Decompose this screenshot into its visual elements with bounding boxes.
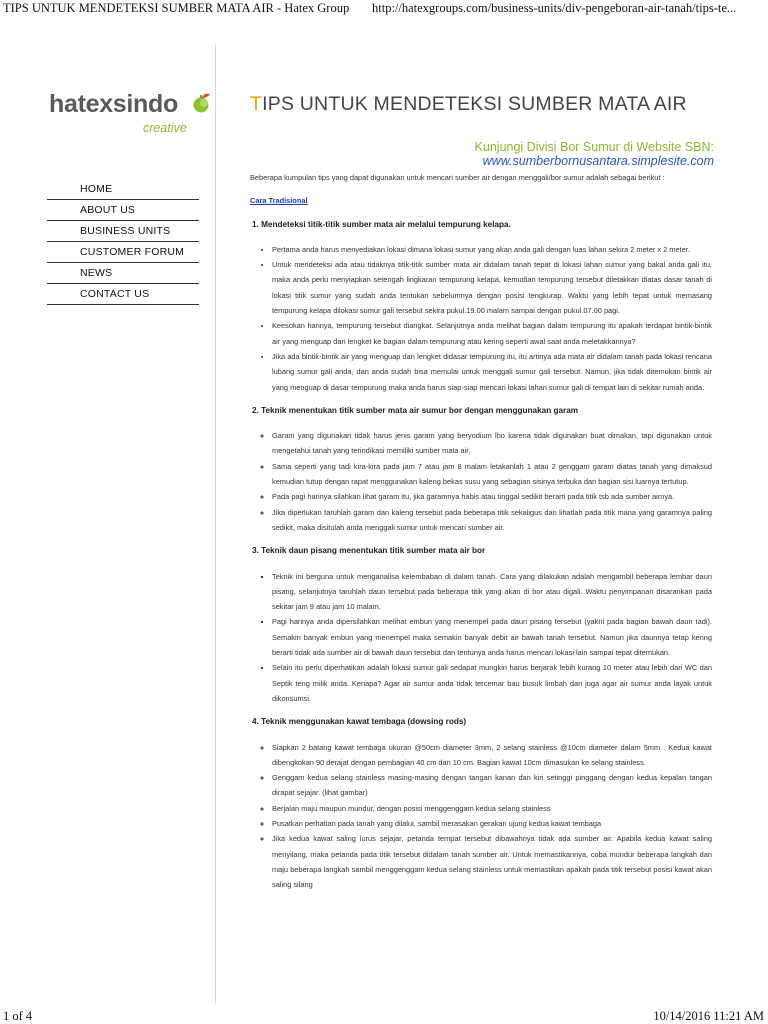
sidebar	[47, 44, 216, 1004]
list-item: ◦ Genggam kedua selang stainless masing-masing dengan tangan kanan dan kiri setinggi pinggang dengan kedua kepalan tangan dirapat sejajar. (lihat gambar)	[272, 770, 712, 801]
section-list	[250, 428, 712, 535]
page-title-rest: IPS UNTUK MENDETEKSI SUMBER MATA AIR	[262, 93, 687, 115]
list-item: ◦ Jika diperlukan taruhlah garam dan kaleng tersebut pada beberapa titik sekaligus dan lihatlah pada titik mana yang garamnya paling sedikit, maka disitulah anda menggali sumur untuk mencari sumber air.	[272, 505, 712, 536]
nav-item-about-us[interactable]: ABOUT US	[47, 200, 199, 221]
section-heading: 2. Teknik menentukan titik sumber mata air sumur bor dengan menggunakan garam	[252, 405, 579, 415]
nav-item-customer-forum[interactable]: CUSTOMER FORUM	[47, 242, 199, 263]
list-item: • Jika ada bintik-bintik air yang menguap dan lengket didasar tempurung itu, itu artinya ada mata air didalam tanah pada lokasi rencana lubang sumur gali anda, dan anda sudah bisa memulai untuk menggali sumur gali tersebut. Namun, jika tidak ditemukan bintik air yang menguap di dasar tempurung maka anda harus siap-siap mencari lokasi lahan sumur gali di tempat lain di sekitar rumah anda.	[272, 349, 712, 395]
print-datetime: 10/14/2016 11:21 AM	[653, 1009, 764, 1023]
print-page-number: 1 of 4	[3, 1009, 33, 1023]
print-page-title: TIPS UNTUK MENDETEKSI SUMBER MATA AIR - Hatex Group	[3, 1, 350, 15]
section-list	[250, 242, 712, 395]
list-item: ▪ Pagi harinya anda dipersilahkan melihat embun yang menempel pada daun pisang tersebut (yakni pada bagian bawah daun tadi). Semakin banyak embun yang menempel maka semakin banyak debit air bawah tanah tersebut. Namun jika daunnya tetap kering berarti tidak ada sumber air di bawah daun tersebut dan tentunya anda harus mencari lokasi lain sampai tepat ditemukan.	[272, 614, 712, 660]
section-list	[250, 740, 712, 893]
apple-icon	[191, 92, 213, 114]
promo-box	[475, 140, 714, 168]
nav-item-business-units[interactable]: BUSINESS UNITS	[47, 221, 199, 242]
cara-tradisional-link[interactable]: Cara Tradisional	[250, 196, 308, 206]
list-item: ◦ Sama seperti yang tadi kira-kira pada jam 7 atau jam 8 malam letakanlah 1 atau 2 genggam garam diatas tanah yang dimaksud kemudian tutup dengan rapat menggunakan kaleng bekas susu yang sebagian sisinya terbuka dan bagian sisi luarnya tertutup.	[272, 459, 712, 490]
list-item: ◦ Berjalan maju maupun mundur, dengan posisi menggenggam kedua selang stainless	[272, 801, 712, 816]
print-footer	[0, 1006, 768, 1024]
promo-line: Kunjungi Divisi Bor Sumur di Website SBN:	[474, 140, 714, 154]
list-item: ◦ Siapkan 2 batang kawat tembaga ukuran @50cm diameter 3mm, 2 selang stainless @10cm diameter dalam 5mm . Kedua kawat dibengkokan 90 derajat dengan pembagian 40 cm dan 10 cm. Bagian kawat 10cm dimasukan ke selang stainless.	[272, 740, 712, 771]
print-header	[0, 0, 768, 18]
page-title-initial: T	[250, 93, 263, 115]
nav-item-news[interactable]: NEWS	[47, 263, 199, 284]
list-item: ▪ Selain itu perlu diperhatikan adalah lokasi sumur gali sedapat mungkin harus berjarak lebih kurang 10 meter atau lebih dari WC dan Septik teng milik anda. Kenapa? Agar air sumur anda tidak tercemar bau busuk limbah dan juga agar air sumur anda layak untuk dikonsumsi.	[272, 660, 712, 706]
list-item: ◦ Garam yang digunakan tidak harus jenis garam yang beryodium lho karena tidak digunakan buat dimakan, tapi digunakan untuk mengetahui tanah yang terindikasi memiliki sumber mata air.	[272, 428, 712, 459]
article-body	[250, 170, 712, 897]
main-nav	[47, 179, 199, 305]
list-item: ▪ Teknik ini berguna untuk menganalisa kelembaban di dalam tanah. Cara yang dilakukan adalah mengambil beberapa lembar daun pisang, selanjutnya taruhlah daun tersebut pada beberapa titik yang akan di bor atau digali. Waktu penyimpanan disarankan pada sekitar jam 9 atau jam 10 malam.	[272, 569, 712, 615]
nav-item-home[interactable]: HOME	[47, 179, 199, 200]
page-title	[250, 93, 687, 116]
list-item: • Untuk mendeteksi ada atau tidaknya titik-titik sumber mata air didalam tanah tepat di lokasi lahan sumur yang bakal anda gali itu, maka anda perlu menyiapkan setengah lingkaran tempurung kelapa, kemudian tempurung tersebut diletakkan diatas dasar tanah di lokasi titik sumur yang sudah anda tentukan sebelumnya dengan posisi tengkurap. Waktu yang lebih tepat untuk memasang tempurung kelapa dilokasi sumur gali tersebut sekira pukul.19.00 malam sampai dengan pukul.07.00 pagi.	[272, 257, 712, 318]
nav-item-contact-us[interactable]: CONTACT US	[47, 284, 199, 305]
list-item: ◦ Pusatkan perhatian pada tanah yang dilalui, sambil merasakan gerakan ujung kedua kawat tembaga	[272, 816, 712, 831]
list-item: ◦ Jika kedua kawat saling lurus sejajar, petanda tempat tersebut dibawahnya tidak ada sumber air. Apabila kedua kawat saling menyilang, maka petanda pada titik tersebut didalam tanah sumber air. Untuk memastikannya, coba mundur beberapa langkah dan maju beberapa langkah sambil menggenggam kedua selang stainless untuk memastikan apakah pada titik tersebut posisi kawat akan saling silang	[272, 831, 712, 892]
section-heading: 3. Teknik daun pisang menentukan titik sumber mata air bor	[252, 546, 486, 556]
section-heading: 4. Teknik menggunakan kawat tembaga (dowsing rods)	[252, 717, 467, 727]
page-frame	[47, 44, 752, 1004]
list-item: • Pertama anda harus menyediakan lokasi dimana lokasi sumur yang akan anda gali dengan luas lahan sekira 2 meter x 2 meter.	[272, 242, 712, 257]
section-list	[250, 569, 712, 707]
print-page-url: http://hatexgroups.com/business-units/div-pengeboran-air-tanah/tips-te...	[372, 1, 737, 15]
intro-text: Beberapa kumpulan tips yang dapat digunakan untuk mencari sumber air dengan menggali/bor sumur adalah sebagai berikut :	[250, 173, 665, 182]
logo-wordmark: hatexsindo	[49, 90, 178, 118]
list-item: • Keesokan harinya, tempurung tersebut diangkat. Selanjutnya anda melihat bagian dalam tempurung itu apakah terdapat bintik-bintik air yang menguap dan lengket ke bagian dalam tempurung atau kering seperti awal saat anda meletakkannya?	[272, 318, 712, 349]
list-item: ◦ Pada pagi harinya silahkan lihat garam itu, jika garamnya habis atau tinggal sedikit berarti pada titik tsb ada sumber airnya.	[272, 489, 712, 504]
section-heading: 1. Mendeteksi titik-titik sumber mata air melalui tempurung kelapa.	[252, 219, 511, 229]
logo-tagline: creative	[143, 121, 187, 135]
site-logo[interactable]	[47, 88, 215, 144]
promo-website-link[interactable]: www.sumberbornusantara.simplesite.com	[482, 154, 714, 168]
